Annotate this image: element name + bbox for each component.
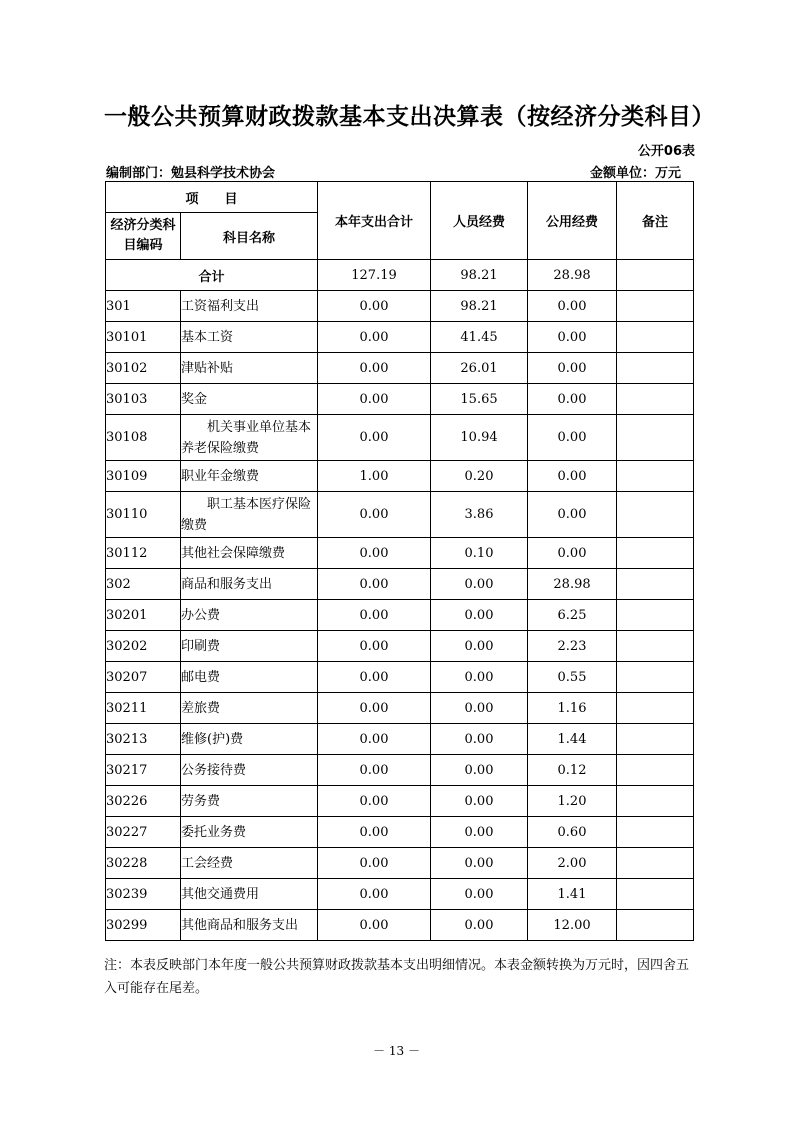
amount-unit: 金额单位：万元 bbox=[589, 166, 681, 181]
row-personnel: 0.00 bbox=[431, 755, 528, 786]
row-personnel: 0.00 bbox=[431, 662, 528, 693]
row-subject-name: 工会经费 bbox=[181, 848, 318, 879]
row-personnel: 0.10 bbox=[431, 538, 528, 569]
table-row bbox=[106, 693, 694, 724]
total-amount: 127.19 bbox=[318, 260, 431, 291]
row-public: 1.44 bbox=[528, 724, 617, 755]
row-subject-name: 办公费 bbox=[181, 600, 318, 631]
header-subject-name: 科目名称 bbox=[181, 213, 318, 260]
row-subject-name: 职工基本医疗保险缴费 bbox=[181, 492, 318, 538]
row-code: 30207 bbox=[106, 662, 181, 693]
row-subject-name: 其他交通费用 bbox=[181, 879, 318, 910]
row-personnel: 0.00 bbox=[431, 693, 528, 724]
row-public: 0.00 bbox=[528, 492, 617, 538]
row-public: 0.00 bbox=[528, 415, 617, 461]
row-public: 0.00 bbox=[528, 384, 617, 415]
row-code: 30226 bbox=[106, 786, 181, 817]
table-row bbox=[106, 910, 694, 941]
table-note: 注：本表反映部门本年度一般公共预算财政拨款基本支出明细情况。本表金额转换为万元时，因四舍五入可能存在尾差。 bbox=[104, 958, 690, 996]
row-personnel: 26.01 bbox=[431, 353, 528, 384]
table-row bbox=[106, 569, 694, 600]
row-subject-name: 公务接待费 bbox=[181, 755, 318, 786]
row-public: 0.00 bbox=[528, 291, 617, 322]
row-subject-name: 基本工资 bbox=[181, 322, 318, 353]
page-title: 一般公共预算财政拨款基本支出决算表（按经济分类科目） bbox=[104, 104, 715, 130]
header-econ-code: 经济分类科目编码 bbox=[106, 213, 181, 260]
row-code: 302 bbox=[106, 569, 181, 600]
form-number: 公开06表 bbox=[637, 144, 695, 159]
row-code: 30239 bbox=[106, 879, 181, 910]
row-total: 0.00 bbox=[318, 492, 431, 538]
row-personnel: 0.00 bbox=[431, 724, 528, 755]
row-subject-name: 机关事业单位基本养老保险缴费 bbox=[181, 415, 318, 461]
row-subject-name: 津贴补贴 bbox=[181, 353, 318, 384]
row-total: 0.00 bbox=[318, 631, 431, 662]
row-code: 30103 bbox=[106, 384, 181, 415]
row-public: 2.00 bbox=[528, 848, 617, 879]
row-subject-name: 其他社会保障缴费 bbox=[181, 538, 318, 569]
row-personnel: 0.00 bbox=[431, 910, 528, 941]
row-personnel: 0.00 bbox=[431, 817, 528, 848]
table-row bbox=[106, 353, 694, 384]
row-public: 0.55 bbox=[528, 662, 617, 693]
row-total: 0.00 bbox=[318, 600, 431, 631]
row-code: 30101 bbox=[106, 322, 181, 353]
row-remark bbox=[617, 353, 694, 384]
total-label: 合计 bbox=[106, 260, 318, 291]
row-subject-name: 商品和服务支出 bbox=[181, 569, 318, 600]
row-personnel: 41.45 bbox=[431, 322, 528, 353]
row-public: 1.16 bbox=[528, 693, 617, 724]
row-total: 0.00 bbox=[318, 848, 431, 879]
row-public: 0.00 bbox=[528, 353, 617, 384]
row-code: 30102 bbox=[106, 353, 181, 384]
row-subject-name: 职业年金缴费 bbox=[181, 461, 318, 492]
row-subject-name: 劳务费 bbox=[181, 786, 318, 817]
row-subject-name: 印刷费 bbox=[181, 631, 318, 662]
row-remark bbox=[617, 291, 694, 322]
row-subject-name: 奖金 bbox=[181, 384, 318, 415]
row-remark bbox=[617, 662, 694, 693]
table-row bbox=[106, 538, 694, 569]
total-public: 28.98 bbox=[528, 260, 617, 291]
row-total: 0.00 bbox=[318, 353, 431, 384]
row-personnel: 0.00 bbox=[431, 569, 528, 600]
row-remark bbox=[617, 910, 694, 941]
expenditure-table bbox=[105, 181, 694, 941]
table-row bbox=[106, 415, 694, 461]
table-row bbox=[106, 461, 694, 492]
row-code: 30211 bbox=[106, 693, 181, 724]
row-remark bbox=[617, 600, 694, 631]
header-personnel: 人员经费 bbox=[431, 182, 528, 260]
row-remark bbox=[617, 817, 694, 848]
row-subject-name: 差旅费 bbox=[181, 693, 318, 724]
compiling-department: 编制部门：勉县科学技术协会 bbox=[106, 166, 276, 181]
row-personnel: 0.20 bbox=[431, 461, 528, 492]
row-public: 0.00 bbox=[528, 538, 617, 569]
row-total: 0.00 bbox=[318, 755, 431, 786]
table-row bbox=[106, 662, 694, 693]
row-remark bbox=[617, 569, 694, 600]
row-remark bbox=[617, 755, 694, 786]
row-total: 0.00 bbox=[318, 879, 431, 910]
row-remark bbox=[617, 848, 694, 879]
row-remark bbox=[617, 322, 694, 353]
row-total: 0.00 bbox=[318, 693, 431, 724]
row-personnel: 0.00 bbox=[431, 879, 528, 910]
row-code: 30217 bbox=[106, 755, 181, 786]
row-public: 2.23 bbox=[528, 631, 617, 662]
header-public: 公用经费 bbox=[528, 182, 617, 260]
row-total: 0.00 bbox=[318, 322, 431, 353]
row-total: 0.00 bbox=[318, 724, 431, 755]
row-code: 301 bbox=[106, 291, 181, 322]
row-public: 0.00 bbox=[528, 461, 617, 492]
row-public: 6.25 bbox=[528, 600, 617, 631]
row-personnel: 0.00 bbox=[431, 631, 528, 662]
table-row bbox=[106, 848, 694, 879]
row-remark bbox=[617, 786, 694, 817]
row-public: 28.98 bbox=[528, 569, 617, 600]
row-code: 30227 bbox=[106, 817, 181, 848]
row-personnel: 15.65 bbox=[431, 384, 528, 415]
row-public: 1.41 bbox=[528, 879, 617, 910]
row-remark bbox=[617, 492, 694, 538]
row-subject-name: 维修(护)费 bbox=[181, 724, 318, 755]
row-code: 30202 bbox=[106, 631, 181, 662]
row-remark bbox=[617, 631, 694, 662]
row-code: 30110 bbox=[106, 492, 181, 538]
row-personnel: 98.21 bbox=[431, 291, 528, 322]
total-personnel: 98.21 bbox=[431, 260, 528, 291]
row-public: 0.00 bbox=[528, 322, 617, 353]
table-row bbox=[106, 817, 694, 848]
row-total: 0.00 bbox=[318, 817, 431, 848]
row-public: 0.60 bbox=[528, 817, 617, 848]
row-code: 30201 bbox=[106, 600, 181, 631]
header-remark: 备注 bbox=[617, 182, 694, 260]
table-row bbox=[106, 291, 694, 322]
row-personnel: 3.86 bbox=[431, 492, 528, 538]
total-remark bbox=[617, 260, 694, 291]
row-code: 30108 bbox=[106, 415, 181, 461]
row-total: 0.00 bbox=[318, 662, 431, 693]
table-row bbox=[106, 631, 694, 662]
row-public: 12.00 bbox=[528, 910, 617, 941]
row-subject-name: 邮电费 bbox=[181, 662, 318, 693]
header-total: 本年支出合计 bbox=[318, 182, 431, 260]
row-total: 0.00 bbox=[318, 910, 431, 941]
total-row bbox=[106, 260, 694, 291]
row-personnel: 0.00 bbox=[431, 848, 528, 879]
header-item: 项 目 bbox=[106, 182, 318, 213]
row-total: 0.00 bbox=[318, 384, 431, 415]
row-subject-name: 其他商品和服务支出 bbox=[181, 910, 318, 941]
table-row bbox=[106, 786, 694, 817]
row-remark bbox=[617, 724, 694, 755]
table-row bbox=[106, 879, 694, 910]
row-remark bbox=[617, 879, 694, 910]
row-total: 0.00 bbox=[318, 569, 431, 600]
row-code: 30213 bbox=[106, 724, 181, 755]
row-personnel: 0.00 bbox=[431, 786, 528, 817]
row-code: 30109 bbox=[106, 461, 181, 492]
table-row bbox=[106, 492, 694, 538]
table-row bbox=[106, 384, 694, 415]
row-remark bbox=[617, 538, 694, 569]
row-total: 0.00 bbox=[318, 291, 431, 322]
row-total: 1.00 bbox=[318, 461, 431, 492]
row-code: 30299 bbox=[106, 910, 181, 941]
row-total: 0.00 bbox=[318, 415, 431, 461]
row-subject-name: 委托业务费 bbox=[181, 817, 318, 848]
row-remark bbox=[617, 384, 694, 415]
table-row bbox=[106, 755, 694, 786]
row-remark bbox=[617, 415, 694, 461]
row-total: 0.00 bbox=[318, 538, 431, 569]
row-remark bbox=[617, 693, 694, 724]
row-subject-name: 工资福利支出 bbox=[181, 291, 318, 322]
row-public: 0.12 bbox=[528, 755, 617, 786]
row-code: 30228 bbox=[106, 848, 181, 879]
row-public: 1.20 bbox=[528, 786, 617, 817]
table-row bbox=[106, 600, 694, 631]
table-row bbox=[106, 724, 694, 755]
table-row bbox=[106, 322, 694, 353]
row-personnel: 0.00 bbox=[431, 600, 528, 631]
page-number: － 13 － bbox=[373, 1044, 420, 1058]
row-personnel: 10.94 bbox=[431, 415, 528, 461]
row-code: 30112 bbox=[106, 538, 181, 569]
row-total: 0.00 bbox=[318, 786, 431, 817]
row-remark bbox=[617, 461, 694, 492]
